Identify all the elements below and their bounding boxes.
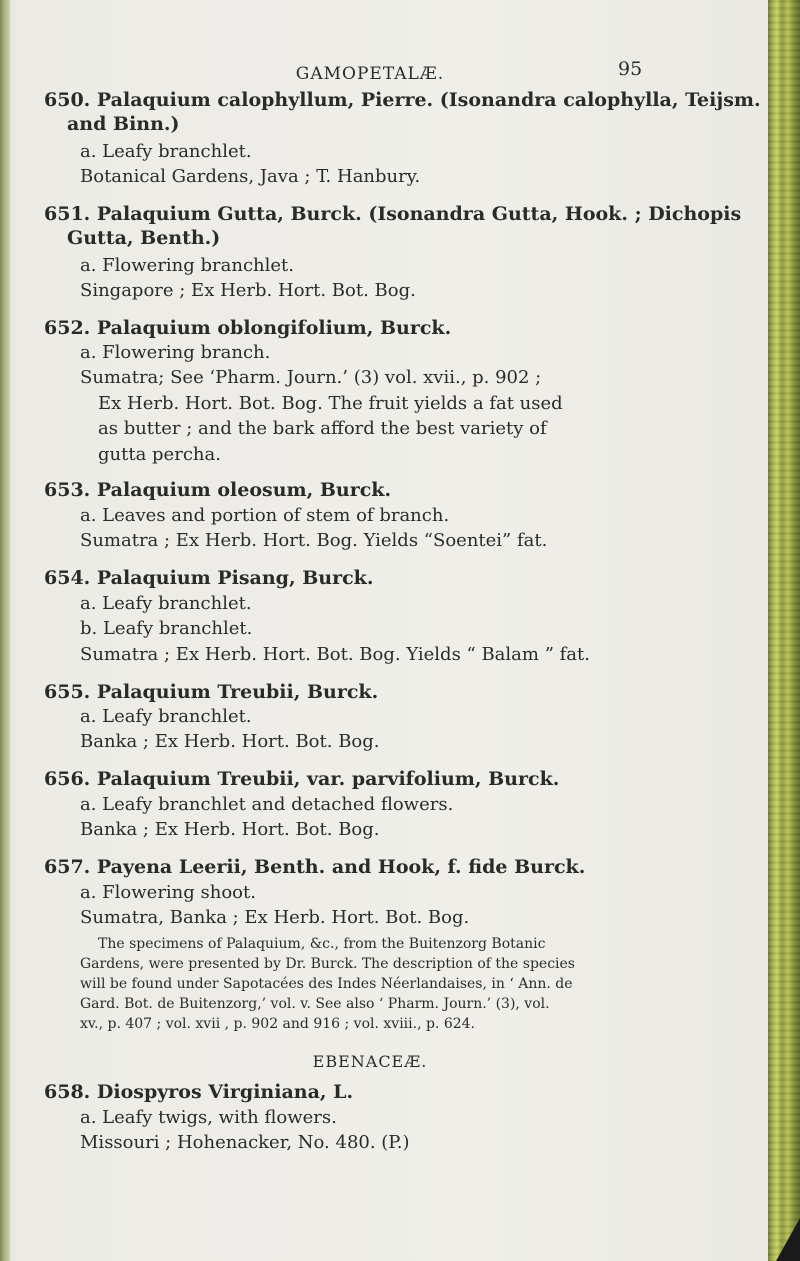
note-line-2: Gardens, were presented by Dr. Burck. The description of the species — [80, 956, 575, 972]
note-line-5: xv., p. 407 ; vol. xvii , p. 902 and 916 ; vol. xviii., p. 624. — [80, 1016, 476, 1032]
book-spine-edge — [768, 0, 800, 1261]
entry-652-specimen: a. Flowering branch. — [80, 342, 271, 363]
page-number: 95 — [618, 58, 643, 80]
entry-651-specimen: a. Flowering branchlet. — [80, 255, 295, 276]
entry-651-source: Singapore ; Ex Herb. Hort. Bot. Bog. — [80, 280, 416, 301]
entry-651-heading: 651. Palaquium Gutta, Burck. (Isonandra Gutta, Hook. ; Dichopis — [44, 203, 742, 225]
entry-654-source: Sumatra ; Ex Herb. Hort. Bot. Bog. Yields “ Balam ” fat. — [80, 644, 590, 665]
entry-655-specimen: a. Leafy branchlet. — [80, 706, 252, 727]
entry-657-heading: 657. Payena Leerii, Benth. and Hook, f. fide Burck. — [44, 856, 586, 878]
entry-653-source: Sumatra ; Ex Herb. Hort. Bog. Yields “Soentei” fat. — [80, 530, 548, 551]
entry-652-heading: 652. Palaquium oblongifolium, Burck. — [44, 317, 452, 339]
entry-656-source: Banka ; Ex Herb. Hort. Bot. Bog. — [80, 819, 380, 840]
entry-650-source: Botanical Gardens, Java ; T. Hanbury. — [80, 166, 421, 187]
entry-653-heading: 653. Palaquium oleosum, Burck. — [44, 479, 392, 501]
entry-652-note-line-2: as butter ; and the bark afford the best variety of — [98, 418, 547, 439]
entry-652-source: Sumatra; See ‘Pharm. Journ.’ (3) vol. xvii., p. 902 ; — [80, 367, 542, 388]
section-title: EBENACEÆ. — [312, 1052, 428, 1071]
entry-656-heading: 656. Palaquium Treubii, var. parvifolium, Burck. — [44, 768, 560, 790]
entry-654-heading: 654. Palaquium Pisang, Burck. — [44, 567, 374, 589]
entry-652-note-line-1: Ex Herb. Hort. Bot. Bog. The fruit yields a fat used — [98, 393, 563, 414]
entry-657-source: Sumatra, Banka ; Ex Herb. Hort. Bot. Bog. — [80, 907, 470, 928]
entry-651-heading-cont: Gutta, Benth.) — [67, 227, 221, 249]
entry-655-source: Banka ; Ex Herb. Hort. Bot. Bog. — [80, 731, 380, 752]
entry-658-specimen: a. Leafy twigs, with flowers. — [80, 1107, 337, 1128]
note-line-4: Gard. Bot. de Buitenzorg,’ vol. v. See also ‘ Pharm. Journ.’ (3), vol. — [80, 996, 550, 1012]
entry-655-heading: 655. Palaquium Treubii, Burck. — [44, 681, 379, 703]
spine-corner — [776, 1218, 800, 1261]
running-header: GAMOPETALÆ. — [295, 64, 445, 84]
page-left-edge — [0, 0, 10, 1261]
entry-650-heading: 650. Palaquium calophyllum, Pierre. (Isonandra calophylla, Teijsm. — [44, 89, 761, 111]
note-line-3: will be found under Sapotacées des Indes Néerlandaises, in ‘ Ann. de — [80, 976, 573, 992]
entry-652-note-line-3: gutta percha. — [98, 444, 221, 465]
entry-658-source: Missouri ; Hohenacker, No. 480. (P.) — [80, 1132, 410, 1153]
note-line-1: The specimens of Palaquium, &c., from the Buitenzorg Botanic — [98, 936, 546, 952]
entry-650-specimen: a. Leafy branchlet. — [80, 141, 252, 162]
entry-654-specimen-b: b. Leafy branchlet. — [80, 618, 253, 639]
entry-656-specimen: a. Leafy branchlet and detached flowers. — [80, 794, 454, 815]
entry-653-specimen: a. Leaves and portion of stem of branch. — [80, 505, 450, 526]
entry-650-heading-cont: and Binn.) — [67, 113, 180, 135]
entry-654-specimen-a: a. Leafy branchlet. — [80, 593, 252, 614]
entry-657-specimen: a. Flowering shoot. — [80, 882, 256, 903]
entry-658-heading: 658. Diospyros Virginiana, L. — [44, 1081, 354, 1103]
